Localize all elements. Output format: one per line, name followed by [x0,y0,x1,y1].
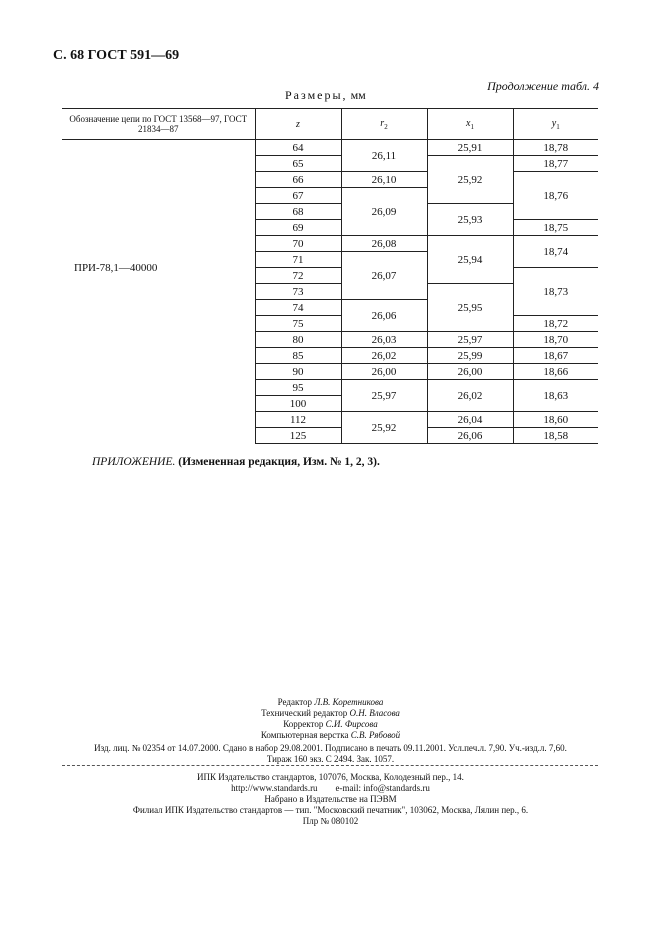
cell-z: 72 [255,268,341,284]
publisher-line: http://www.standards.ru e-mail: info@standards.ru [231,783,430,793]
cell-z: 75 [255,316,341,332]
credit-person: С.В. Рябовой [350,730,401,740]
publisher-line: Набрано в Издательстве на ПЭВМ [264,794,397,804]
cell-z: 65 [255,156,341,172]
header-r2-subscript: 2 [384,122,388,131]
editorial-credits [0,697,661,741]
appendix-text: (Измененная редакция, Изм. № 1, 2, 3). [175,456,380,468]
cell-z: 95 [255,380,341,396]
cell-r2: 26,06 [341,300,427,332]
publisher-line: ИПК Издательство стандартов, 107076, Москва, Колодезный пер., 14. [197,772,464,782]
credit-line [0,730,661,741]
credit-line [0,719,661,730]
cell-x1: 25,93 [427,204,513,236]
cell-x1: 25,91 [427,140,513,156]
cell-r2: 25,92 [341,412,427,444]
cell-r2: 26,00 [341,364,427,380]
cell-z: 100 [255,396,341,412]
cell-r2: 26,08 [341,236,427,252]
cell-y1: 18,60 [513,412,598,428]
caption-unit: мм [347,88,366,102]
cell-z: 70 [255,236,341,252]
publisher-info [0,772,661,827]
header-x1 [427,109,513,140]
appendix-note [92,456,380,468]
cell-z: 74 [255,300,341,316]
designation-spacer [62,284,255,444]
cell-y1: 18,63 [513,380,598,412]
table-header-row [62,109,598,140]
cell-z: 85 [255,348,341,364]
dimensions-table [62,108,598,444]
publication-info [0,743,661,765]
cell-z: 73 [255,284,341,300]
cell-y1: 18,72 [513,316,598,332]
cell-r2: 26,10 [341,172,427,188]
dashed-divider [62,765,598,766]
cell-z: 66 [255,172,341,188]
cell-y1: 18,73 [513,268,598,316]
cell-r2: 26,03 [341,332,427,348]
cell-x1: 26,06 [427,428,513,444]
cell-x1: 26,04 [427,412,513,428]
cell-r2: 26,07 [341,252,427,300]
cell-y1: 18,78 [513,140,598,156]
cell-z: 112 [255,412,341,428]
credit-role: Редактор [277,697,315,707]
header-y1-symbol: y [551,117,557,129]
cell-x1: 25,95 [427,284,513,332]
chain-designation: ПРИ-78,1—40000 [74,261,158,274]
header-x1-symbol: x [466,117,471,129]
table-row [62,140,598,156]
credit-line [0,708,661,719]
cell-z: 64 [255,140,341,156]
appendix-label: ПРИЛОЖЕНИЕ. [92,456,176,468]
cell-r2: 26,11 [341,140,427,172]
cell-x1: 25,94 [427,236,513,284]
cell-z: 90 [255,364,341,380]
cell-y1: 18,66 [513,364,598,380]
table-caption [285,88,366,103]
credit-role: Технический редактор [261,708,350,718]
cell-r2: 26,02 [341,348,427,364]
header-y1 [513,109,598,140]
cell-z: 125 [255,428,341,444]
cell-y1: 18,58 [513,428,598,444]
cell-z: 80 [255,332,341,348]
cell-y1: 18,76 [513,172,598,220]
pubinfo-line: Изд. лиц. № 02354 от 14.07.2000. Сдано в набор 29.08.2001. Подписано в печать 09.11.2001. Усл.печ.л. 7,90. Уч.-изд.л. 7,60. [94,743,567,753]
cell-z: 67 [255,188,341,204]
cell-y1: 18,70 [513,332,598,348]
cell-y1: 18,77 [513,156,598,172]
header-z-symbol: z [296,118,300,130]
publisher-line: Филиал ИПК Издательство стандартов — тип. "Московский печатник", 103062, Москва, Лялин пер., 6. [132,805,529,815]
credit-person: Л.В. Коретникова [314,697,384,707]
credit-person: О.Н. Власова [349,708,400,718]
caption-title: Размеры, [285,88,348,102]
credit-role: Корректор [283,719,326,729]
designation-spacer [62,140,255,252]
header-designation: Обозначение цепи по ГОСТ 13568—97, ГОСТ 21834—87 [62,109,255,140]
cell-x1: 25,92 [427,156,513,204]
cell-y1: 18,74 [513,236,598,268]
cell-y1: 18,75 [513,220,598,236]
page-header: С. 68 ГОСТ 591—69 [53,48,180,63]
credit-role: Компьютерная верстка [260,730,351,740]
header-r2-symbol: r [380,117,385,129]
cell-y1: 18,67 [513,348,598,364]
pubinfo-line: Тираж 160 экз. С 2494. Зак. 1057. [266,754,395,764]
cell-r2: 26,09 [341,188,427,236]
header-z [255,109,341,140]
cell-z: 69 [255,220,341,236]
cell-x1: 26,00 [427,364,513,380]
header-y1-subscript: 1 [556,122,560,131]
cell-z: 71 [255,252,341,268]
credit-line [0,697,661,708]
cell-r2: 25,97 [341,380,427,412]
table-continuation-note: Продолжение табл. 4 [487,79,599,93]
cell-x1: 26,02 [427,380,513,412]
cell-x1: 25,99 [427,348,513,364]
header-x1-subscript: 1 [470,122,474,131]
credit-person: С.И. Фирсова [325,719,378,729]
header-r2 [341,109,427,140]
cell-z: 68 [255,204,341,220]
cell-x1: 25,97 [427,332,513,348]
publisher-line: Плр № 080102 [302,816,359,826]
